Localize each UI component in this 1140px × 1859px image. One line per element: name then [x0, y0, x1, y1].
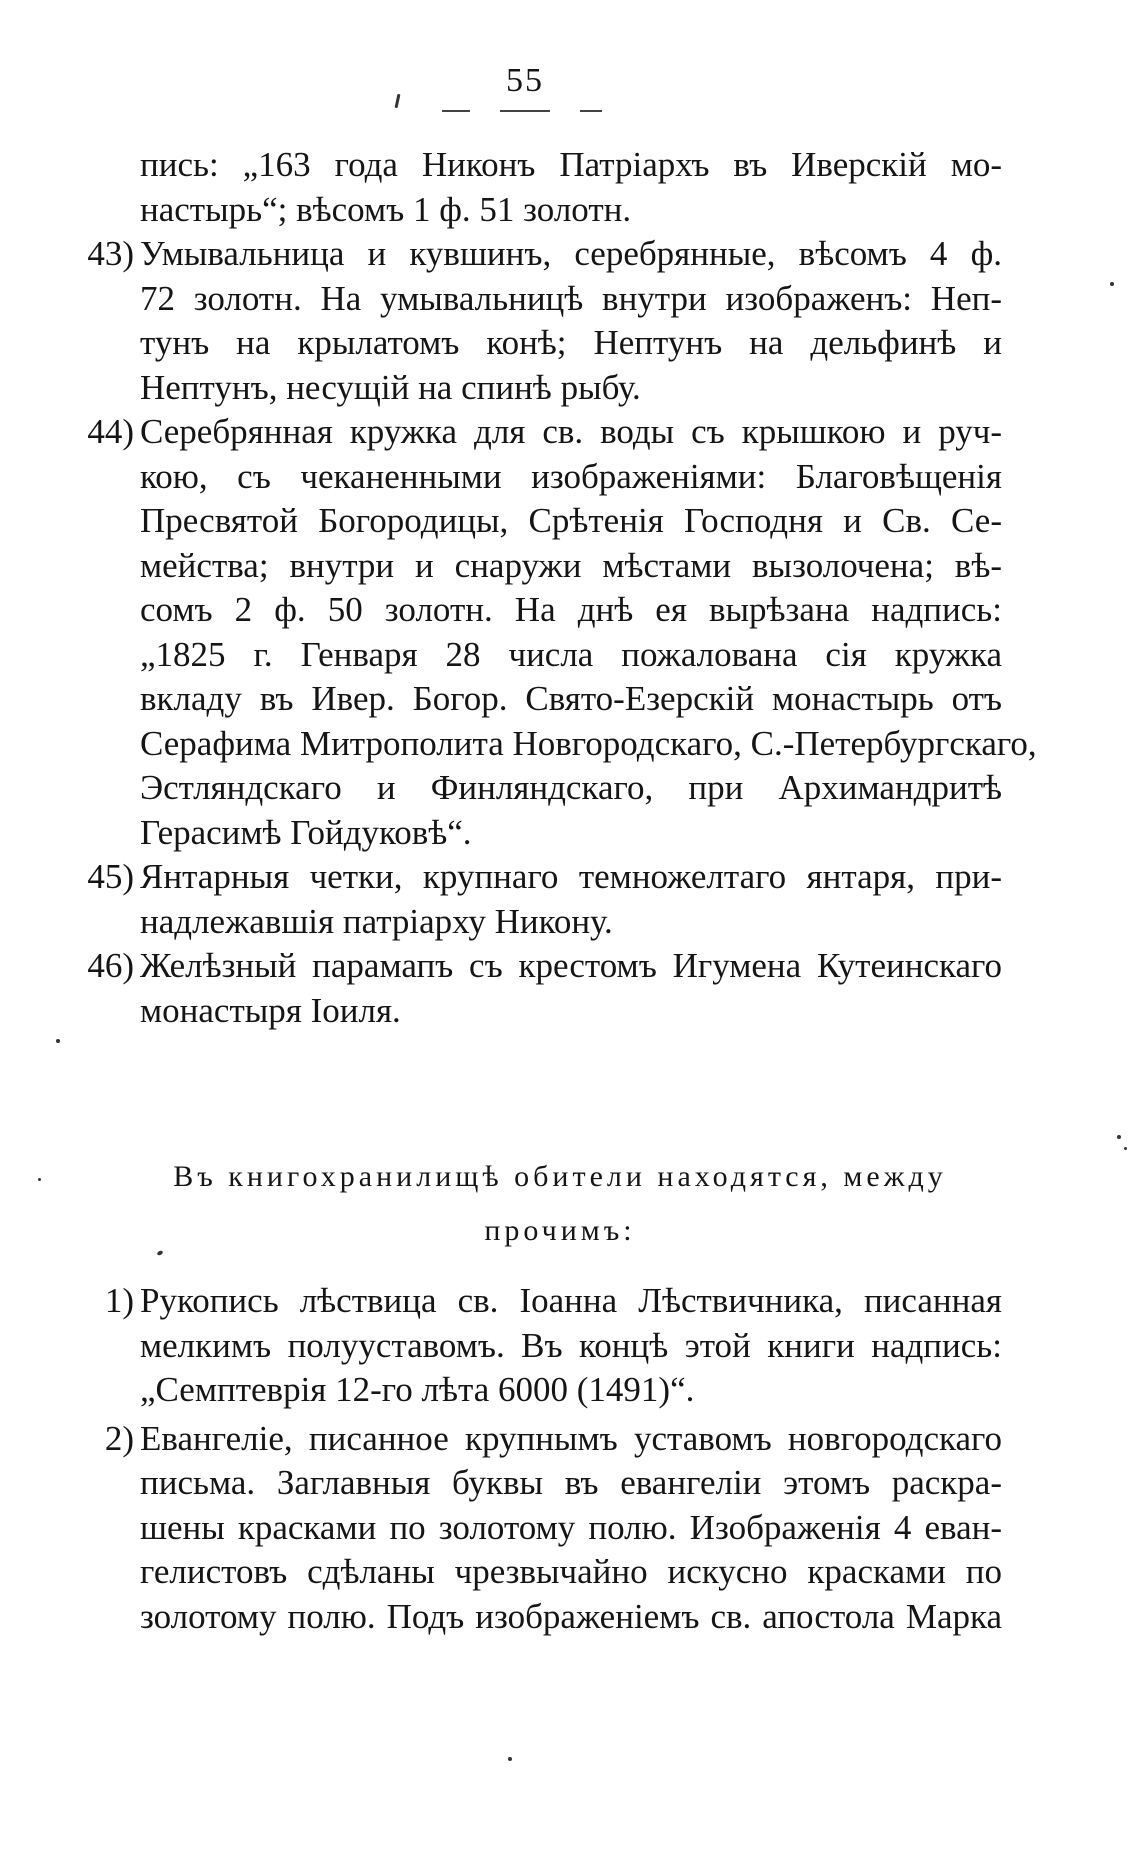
header-rule-left: [442, 110, 470, 112]
item-number: 46): [87, 946, 134, 985]
text-line: надлежавшія патріарху Никону.: [140, 901, 613, 941]
text-line: тунъ на крылатомъ конѣ; Нептунъ на дельфинѣ и: [140, 323, 1002, 362]
top-text-block: [42, 143, 1037, 1033]
item-number: 43): [87, 234, 134, 273]
text-line: Пресвятой Богородицы, Срѣтенія Господня и Св. Се-: [140, 501, 1002, 540]
scan-speck: [56, 1039, 60, 1043]
item-number: 2): [104, 1418, 134, 1458]
text-line: мелкимъ полууставомъ. Въ концѣ этой книги надпись:: [140, 1325, 1002, 1365]
continuation-paragraph: [42, 143, 1002, 232]
text-line: письма. Заглавныя буквы въ евангеліи этомъ раскра-: [140, 1463, 1002, 1502]
text-line: Евангеліе, писанное крупнымъ уставомъ новгородскаго: [140, 1418, 1002, 1458]
section-heading-line-2: прочимъ:: [484, 1214, 636, 1247]
text-line: кою, съ чеканенными изображеніями: Благовѣщенія: [140, 456, 1002, 496]
list-item-43: [42, 232, 1002, 410]
text-line: Герасимѣ Гойдуковѣ“.: [140, 812, 472, 852]
list-item-44: [42, 410, 1037, 855]
text-line: Рукопись лѣствица св. Іоанна Лѣствичника, писанная: [140, 1281, 1002, 1320]
text-line: 72 золотн. На умывальницѣ внутри изображенъ: Неп-: [140, 278, 1002, 318]
text-line: Янтарныя четки, крупнаго темножелтаго янтаря, при-: [140, 857, 1002, 896]
text-line: золотому полю. Подъ изображеніемъ св. апостола Марка: [140, 1596, 1002, 1636]
header-rule-right: [580, 110, 602, 112]
section-heading-line-1: Въ книгохранилищѣ обители находятся, между: [173, 1160, 947, 1193]
scan-speck: [38, 1178, 41, 1181]
section-heading: [60, 1150, 1060, 1258]
text-line: монастыря Іоиля.: [140, 990, 401, 1030]
scan-speck: [1124, 1147, 1127, 1150]
scan-speck: [508, 1757, 512, 1761]
list-item-46: [42, 944, 1002, 1033]
page-header: [0, 62, 1140, 100]
text-line: Желѣзный парамапъ съ крестомъ Игумена Кутеинскаго: [140, 946, 1002, 985]
text-line: шены красками по золотому полю. Изображенія 4 еван-: [140, 1507, 1002, 1547]
text-line: вкладу въ Ивер. Богор. Свято-Езерскій монастырь отъ: [140, 679, 1002, 718]
text-line: гелистовъ сдѣланы чрезвычайно искусно красками по: [140, 1552, 1002, 1591]
scan-speck: [1110, 282, 1114, 286]
text-line: Эстляндскаго и Финляндскаго, при Архимандритѣ: [140, 768, 1002, 807]
text-line: Серебрянная кружка для св. воды съ крышкою и руч-: [140, 412, 1002, 451]
list-item-1: [42, 1279, 1002, 1413]
text-line: сомъ 2 ф. 50 золотн. На днѣ ея вырѣзана надпись:: [140, 590, 1002, 629]
item-number: 44): [87, 412, 134, 451]
text-line: Нептунъ, несущій на спинѣ рыбу.: [140, 367, 641, 407]
list-item-45: [42, 855, 1002, 944]
bottom-text-block: [42, 1279, 1002, 1639]
text-line: мейства; внутри и снаружи мѣстами вызолочена; вѣ-: [140, 545, 1002, 585]
item-number: 45): [87, 857, 134, 896]
text-line: „1825 г. Генваря 28 числа пожалована сія кружка: [140, 634, 1002, 674]
text-line: „Семптеврія 12-го лѣта 6000 (1491)“.: [140, 1370, 695, 1409]
item-number: 1): [104, 1281, 134, 1320]
header-rule-center: [500, 110, 550, 112]
text-line: настырь“; вѣсомъ 1 ф. 51 золотн.: [140, 189, 632, 229]
list-item-2: [42, 1417, 1002, 1640]
scan-speck: [1117, 1135, 1121, 1139]
text-line: Умывальница и кувшинъ, серебрянные, вѣсомъ 4 ф.: [140, 234, 1002, 273]
page-number: 55: [506, 62, 544, 99]
text-line: Серафима Митрополита Новгородскаго, С.-Петербургскаго,: [140, 723, 1037, 763]
text-line: пись: „163 года Никонъ Патріархъ въ Иверскій мо-: [140, 145, 1002, 184]
